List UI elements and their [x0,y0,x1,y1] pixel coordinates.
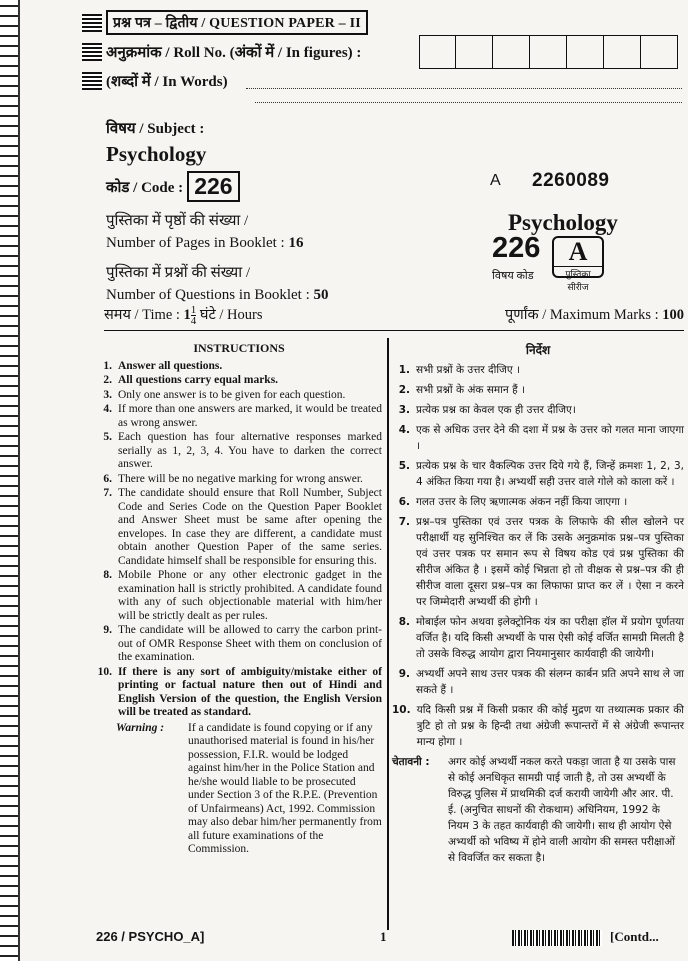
instruction-text: अभ्यर्थी अपने साथ उत्तर पत्रक की संलग्न कार्बन प्रति अपने साथ ले जा सकते हैं । [416,668,684,696]
instruction-item [392,382,684,398]
pages-line [106,232,328,254]
instruction-item [392,422,684,454]
time-label: समय / Time : [104,307,180,323]
instruction-number: 5. [103,431,112,443]
instruction-text: गलत उत्तर के लिए ऋणात्मक अंकन नहीं किया जाएगा । [416,496,628,508]
instruction-number: 2. [103,374,112,386]
instruction-number: 8. [398,616,410,628]
instruction-text: There will be no negative marking for wrong answer. [118,472,363,485]
footer-code: 226 / PSYCHO_A] [96,929,205,944]
instruction-number: 3. [398,404,410,416]
warning-text-hindi: अगर कोई अभ्यर्थी नकल करते पकड़ा जाता है या उसके पास से कोई अनधिकृत सामग्री पाई जाती है, तो उस अभ्यर्थी के विरुद्ध पुलिस में प्राथमिकी दर्ज करायी जायेगी और आर. पी. ई. (अनुचित साधनों की रोकथाम) अधिनियम, 1992 के नियम 3 के तहत कार्यवाही की जायेगी। साथ ही आयोग ऐसे अभ्यर्थी को भविष्य में होने वाली आयोग की समस्त परीक्षाओं से विवर्जित कर सकता है। [448,756,676,864]
instruction-number: 5. [398,460,410,472]
question-paper-label: प्रश्न पत्र – द्वितीय / QUESTION PAPER – II [106,10,368,35]
instructions-title: INSTRUCTIONS [193,341,285,355]
instruction-text: सभी प्रश्नों के उत्तर दीजिए । [416,364,520,376]
questions-info [106,262,328,306]
barcode-icon [512,930,602,946]
continued-label: [Contd... [610,929,659,944]
marks-label: पूर्णांक / Maximum Marks : [504,307,659,323]
instruction-item [96,487,382,568]
instructions-list [96,360,382,720]
instruction-number: 4. [398,424,410,436]
instruction-number: 9. [398,668,410,680]
instruction-item [96,431,382,472]
barcode-mark-icon [82,72,102,90]
marks-value: 100 [662,307,684,323]
instruction-number: 6. [103,472,112,485]
instruction-text: The candidate will be allowed to carry the carbon print-out of OMR Response Sheet with them on conclusion of the examination. [118,624,382,663]
barcode-mark-icon [82,43,102,61]
instruction-text: Answer all questions. [118,359,223,372]
instruction-item [96,473,382,487]
roll-number-box[interactable] [456,35,493,69]
instructions-list-hindi [392,362,684,750]
questions-line [106,284,328,306]
pages-label-english: Number of Pages in Booklet : [106,235,285,251]
pages-info [106,210,328,254]
instruction-item [392,362,684,378]
instruction-text: प्रत्येक प्रश्न के चार वैकल्पिक उत्तर दिये गये हैं, जिन्हें क्रमशः 1, 2, 3, 4 अंकित किया गया है। अभ्यर्थी सही उत्तर वाले गोले को काला करें । [416,460,684,488]
instruction-number: 8. [103,569,112,581]
instruction-number: 6. [398,496,410,508]
roll-number-label: अनुक्रमांक / Roll No. (अंकों में / In figures) : [106,44,362,61]
instruction-number: 10. [97,665,112,678]
roll-number-box[interactable] [419,35,456,69]
instruction-item [392,402,684,418]
stamp-code-caption: विषय कोड [492,270,534,282]
instruction-item [96,374,382,388]
barcode-mark-icon [82,14,102,32]
questions-value: 50 [313,287,329,303]
instruction-text: Only one answer is to be given for each question. [118,388,346,401]
warning-block [116,722,382,857]
warning-label-hindi: चेतावनी : [392,756,430,768]
instruction-text: प्रश्न–पत्र पुस्तिका एवं उत्तर पत्रक के लिफाफे की सील खोलने पर परीक्षार्थी यह सुनिश्चित कर लें कि उसके अनुक्रमांक प्रश्न–पत्र पुस्तिका एवं उत्तर पत्रक पर समान रूप से विषय कोड एवं प्रश्न पुस्तिका की सीरीज अंकित है । इसमें कोई भिन्नता हो तो वीक्षक से प्रश्न–पत्र की ही सीरीज वाला दूसरा प्रश्न–पत्र का लिफाफा प्राप्त कर लें । ऐसा न करने पर जिम्मेदारी अभ्यर्थी की होगी । [416,516,684,608]
instructions-hindi [392,342,684,866]
booklet-serial-number: 2260089 [532,170,610,191]
instructions-title-hindi: निर्देश [525,343,551,357]
instruction-number: 1. [103,359,112,372]
instruction-text: All questions carry equal marks. [118,374,279,386]
instruction-text: यदि किसी प्रश्न में किसी प्रकार की कोई मुद्रण या तथ्यात्मक प्रकार की त्रुटि हो तो प्रश्न के हिन्दी तथा अंग्रेजी रूपान्तरों में से अंग्रेजी रूपान्तर मान्य होगा । [416,704,684,748]
instruction-item [96,389,382,403]
instruction-text: एक से अधिक उत्तर देने की दशा में प्रश्न के उत्तर को गलत माना जाएगा । [416,424,684,452]
subject-code: 226 [187,171,239,202]
marks-info [505,304,684,326]
instruction-text: मोबाईल फोन अथवा इलेक्ट्रोनिक यंत्र का परीक्षा हॉल में प्रयोग पूर्णतया वर्जित है। यदि किसी अभ्यर्थी के पास ऐसी कोई वर्जित सामग्री मिलती है तो उसके विरुद्ध आयोग द्वारा नियमानुसार कार्यवाही की जायेगी। [416,616,684,660]
instruction-item [392,458,684,490]
column-divider [387,338,389,930]
time-info [104,304,263,326]
instructions-english [96,342,382,857]
series-letter: A [568,237,588,266]
time-denominator: 4 [190,315,197,328]
warning-block-hindi [392,754,684,866]
instruction-text: The candidate should ensure that Roll Number, Subject Code and Series Code on the Question Paper Booklet and Answer Sheet must be same after opening the envelopes. In case they are different, a candidate must obtain another Question Paper of the same series. Candidate himself shall be responsible for ensuring this. [118,487,382,567]
pages-value: 16 [288,235,304,251]
in-words-continuation-field[interactable] [255,102,682,103]
instruction-item [392,614,684,662]
instruction-text: प्रत्येक प्रश्न का केवल एक ही उत्तर दीजिए। [416,404,576,416]
roll-number-box[interactable] [530,35,567,69]
instruction-text: Mobile Phone or any other electronic gadget in the examination hall is strictly prohibited. A candidate found with any of such objectionable material with him/her will be strictly dealt as per rules. [118,569,382,622]
roll-number-boxes[interactable] [419,35,678,69]
instruction-number: 7. [103,487,112,499]
roll-number-box[interactable] [493,35,530,69]
instruction-item [96,360,382,374]
instruction-text: If more than one answers are marked, it would be treated as wrong answer. [118,403,382,429]
instruction-number: 2. [398,384,410,396]
series-caption: पुस्तिका सीरीज [554,266,602,293]
spiral-binding [0,0,20,961]
instruction-item [392,666,684,698]
instruction-item [96,403,382,430]
instruction-item [392,702,684,750]
set-letter: A [490,172,501,189]
instruction-item [392,494,684,510]
questions-label-hindi: पुस्तिका में प्रश्नों की संख्या / [106,265,251,281]
page-number: 1 [380,929,387,944]
instruction-number: 1. [398,364,410,376]
stamp-code: 226 [492,232,541,264]
instruction-number: 3. [103,388,112,401]
instruction-item [96,569,382,623]
roll-number-box[interactable] [567,35,604,69]
pages-label-hindi: पुस्तिका में पृष्ठों की संख्या / [106,213,249,229]
instruction-text: सभी प्रश्नों के अंक समान हैं । [416,384,525,396]
roll-line [82,37,682,66]
time-marks-row [104,304,684,331]
time-fraction [191,305,197,326]
instruction-text: If there is any sort of ambiguity/mistake either of printing or factual nature then out of Hindi and English Version of the question, the English Version will be treated as standard. [118,665,382,718]
time-numerator: 1 [190,304,197,317]
series-box [552,236,604,292]
warning-label: Warning : [116,721,165,734]
instruction-number: 9. [103,624,112,636]
subject-block [106,118,328,306]
questions-label-english: Number of Questions in Booklet : [106,287,310,303]
roll-number-box[interactable] [641,35,678,69]
header [82,8,682,95]
stamp-subject: Psychology [508,210,618,235]
roll-number-box[interactable] [604,35,641,69]
instruction-text: Each question has four alternative responses marked serially as 1, 2, 3, 4. You have to darken the correct answer. [118,431,382,470]
in-words-label: (शब्दों में / In Words) [106,73,228,90]
instruction-number: 7. [398,516,410,528]
paper-line [82,8,682,37]
subject-label: विषय / Subject : [106,121,205,137]
instruction-number: 10. [392,704,411,716]
time-whole: 1 [183,307,191,323]
code-row [106,171,328,202]
instruction-item [96,666,382,720]
subject-name: Psychology [106,142,207,166]
instruction-item [96,624,382,665]
instruction-item [392,514,684,610]
code-label: कोड / Code : [106,179,184,196]
in-words-field[interactable] [246,73,682,89]
instruction-number: 4. [103,403,112,415]
time-unit: घंटे / Hours [199,307,263,323]
warning-text: If a candidate is found copying or if any unauthorised material is found in his/her possession, F.I.R. would be lodged against him/her in the Police Station and he/she would liable to be prosecuted under Section 3 of the R.P.E. (Prevention of Unfairmeans) Act, 1992. Commission may also debar him/her permanently from all future examinations of the Commission. [188,721,382,855]
words-line [82,66,682,95]
